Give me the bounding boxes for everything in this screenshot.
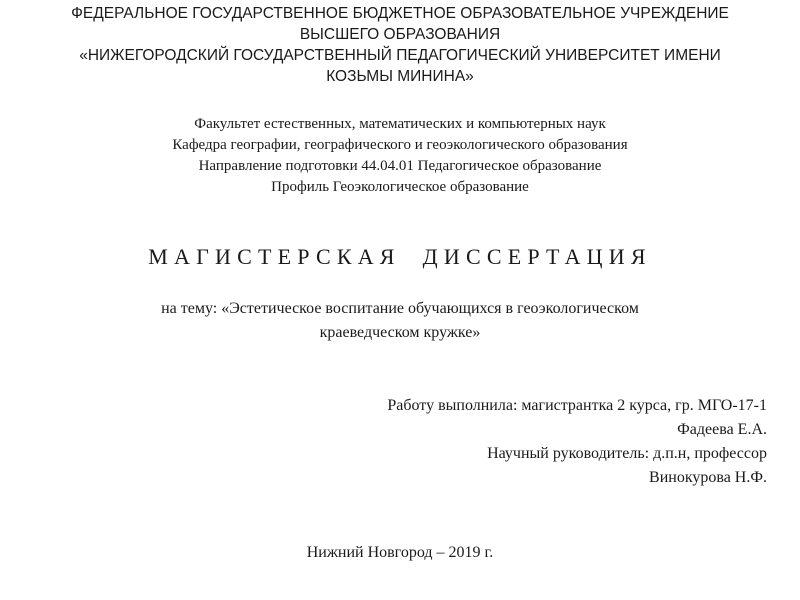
document-type-word-2: ДИССЕРТАЦИЯ xyxy=(422,244,652,269)
org-line-4: КОЗЬМЫ МИНИНА» xyxy=(326,68,474,85)
faculty-name: Факультет естественных, математических и компьютерных наук xyxy=(194,116,606,132)
supervisor-label: Научный руководитель: д.п.н, профессор xyxy=(487,445,767,462)
org-line-2: ВЫСШЕГО ОБРАЗОВАНИЯ xyxy=(299,26,501,43)
organization-header xyxy=(0,3,800,87)
dissertation-topic xyxy=(0,297,800,345)
faculty-block xyxy=(0,114,800,198)
org-line-1: ФЕДЕРАЛЬНОЕ ГОСУДАРСТВЕННОЕ БЮДЖЕТНОЕ ОБРАЗОВАТЕЛЬНОЕ УЧРЕЖДЕНИЕ xyxy=(71,5,729,22)
performer-name: Фадеева Е.А. xyxy=(677,421,767,438)
document-type-title xyxy=(0,243,800,271)
place-year-text: Нижний Новгород – 2019 г. xyxy=(306,544,494,561)
department-name: Кафедра географии, географического и геоэкологического образования xyxy=(172,137,628,153)
place-and-year xyxy=(0,542,800,564)
org-line-3: «НИЖЕГОРОДСКИЙ ГОСУДАРСТВЕННЫЙ ПЕДАГОГИЧЕСКИЙ УНИВЕРСИТЕТ ИМЕНИ xyxy=(79,47,721,64)
authors-block xyxy=(387,394,767,490)
document-type-word-1: МАГИСТЕРСКАЯ xyxy=(148,244,401,269)
direction-name: Направление подготовки 44.04.01 Педагогическое образование xyxy=(198,158,602,174)
supervisor-name: Винокурова Н.Ф. xyxy=(649,469,767,486)
performer-label: Работу выполнила: магистрантка 2 курса, гр. МГО-17-1 xyxy=(387,397,767,414)
profile-name: Профиль Геоэкологическое образование xyxy=(271,179,529,195)
topic-line-1: на тему: «Эстетическое воспитание обучающихся в геоэкологическом xyxy=(161,300,639,317)
topic-line-2: краеведческом кружке» xyxy=(319,324,481,341)
